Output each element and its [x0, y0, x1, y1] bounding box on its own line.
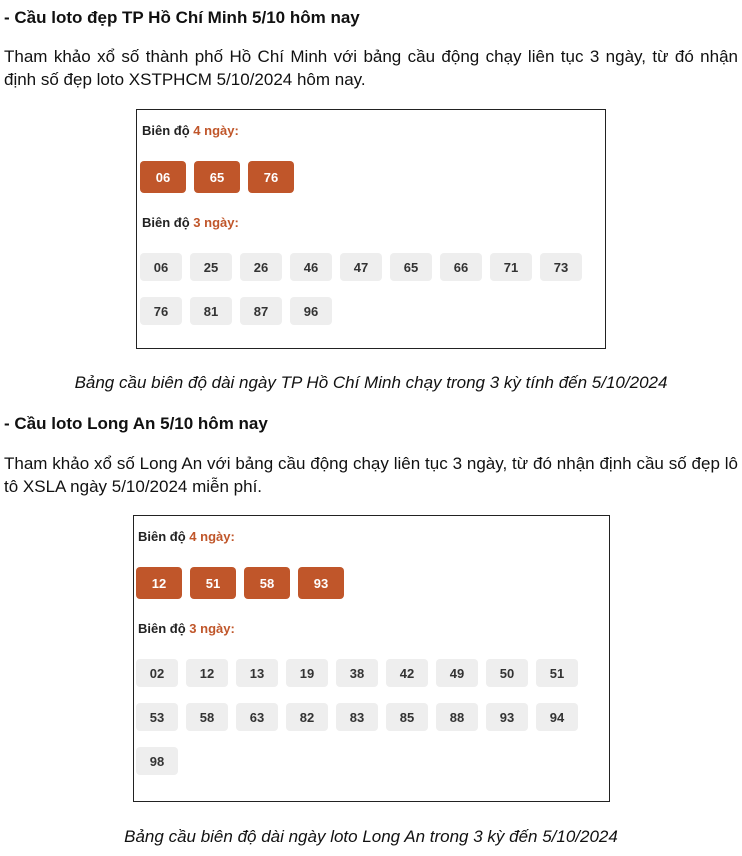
number-chip: 65: [390, 253, 432, 281]
number-chip: 71: [490, 253, 532, 281]
hot-number-row: [140, 161, 302, 193]
bien-do-days: 4 ngày:: [189, 529, 235, 544]
number-chip: 26: [240, 253, 282, 281]
number-chip: 83: [336, 703, 378, 731]
hot-number-chip: 65: [194, 161, 240, 193]
number-chip: 82: [286, 703, 328, 731]
number-chip: 46: [290, 253, 332, 281]
hot-number-row: [136, 567, 352, 599]
number-chip: 51: [536, 659, 578, 687]
number-chip: 12: [186, 659, 228, 687]
bien-do-prefix: Biên độ: [142, 123, 190, 138]
hot-number-chip: 51: [190, 567, 236, 599]
hot-number-chip: 76: [248, 161, 294, 193]
bien-do-3-label: [142, 215, 239, 231]
number-chip: 94: [536, 703, 578, 731]
number-chip: 93: [486, 703, 528, 731]
intro-paragraph-long-an: Tham khảo xổ số Long An với bảng cầu động chạy liên tục 3 ngày, từ đó nhận định cầu số đẹp lô tô XSLA ngày 5/10/2024 miễn phí.: [4, 454, 738, 496]
table-caption-hcm: Bảng cầu biên độ dài ngày TP Hồ Chí Minh chạy trong 3 kỳ tính đến 5/10/2024: [74, 373, 668, 392]
number-chip: 63: [236, 703, 278, 731]
number-chip: 02: [136, 659, 178, 687]
number-chip: 13: [236, 659, 278, 687]
number-chip: 66: [440, 253, 482, 281]
loto-table-long-an: [133, 515, 610, 802]
number-chip: 25: [190, 253, 232, 281]
section-heading-hcm: - Cầu loto đẹp TP Hồ Chí Minh 5/10 hôm nay: [4, 8, 360, 27]
bien-do-3-label: [138, 621, 235, 637]
number-chip: 73: [540, 253, 582, 281]
table-caption-long-an: Bảng cầu biên độ dài ngày loto Long An trong 3 kỳ đến 5/10/2024: [124, 827, 618, 846]
number-grid: [140, 253, 582, 325]
number-chip: 06: [140, 253, 182, 281]
number-chip: 96: [290, 297, 332, 325]
bien-do-4-label: [138, 529, 235, 545]
bien-do-days: 3 ngày:: [193, 215, 239, 230]
number-chip: 81: [190, 297, 232, 325]
number-chip: 49: [436, 659, 478, 687]
number-chip: 53: [136, 703, 178, 731]
hot-number-chip: 06: [140, 161, 186, 193]
bien-do-prefix: Biên độ: [138, 529, 186, 544]
number-chip: 47: [340, 253, 382, 281]
section-heading-long-an: - Cầu loto Long An 5/10 hôm nay: [4, 414, 268, 433]
number-chip: 88: [436, 703, 478, 731]
number-chip: 76: [140, 297, 182, 325]
number-chip: 87: [240, 297, 282, 325]
number-chip: 38: [336, 659, 378, 687]
hot-number-chip: 12: [136, 567, 182, 599]
bien-do-prefix: Biên độ: [142, 215, 190, 230]
number-chip: 58: [186, 703, 228, 731]
number-chip: 85: [386, 703, 428, 731]
loto-table-hcm: [136, 109, 606, 349]
bien-do-prefix: Biên độ: [138, 621, 186, 636]
number-chip: 42: [386, 659, 428, 687]
bien-do-days: 4 ngày:: [193, 123, 239, 138]
bien-do-days: 3 ngày:: [189, 621, 235, 636]
intro-paragraph-hcm: Tham khảo xổ số thành phố Hồ Chí Minh với bảng cầu động chạy liên tục 3 ngày, từ đó nhận định số đẹp loto XSTPHCM 5/10/2024 hôm nay.: [4, 47, 738, 89]
hot-number-chip: 58: [244, 567, 290, 599]
number-chip: 98: [136, 747, 178, 775]
hot-number-chip: 93: [298, 567, 344, 599]
number-grid: [136, 659, 578, 775]
number-chip: 19: [286, 659, 328, 687]
bien-do-4-label: [142, 123, 239, 139]
number-chip: 50: [486, 659, 528, 687]
